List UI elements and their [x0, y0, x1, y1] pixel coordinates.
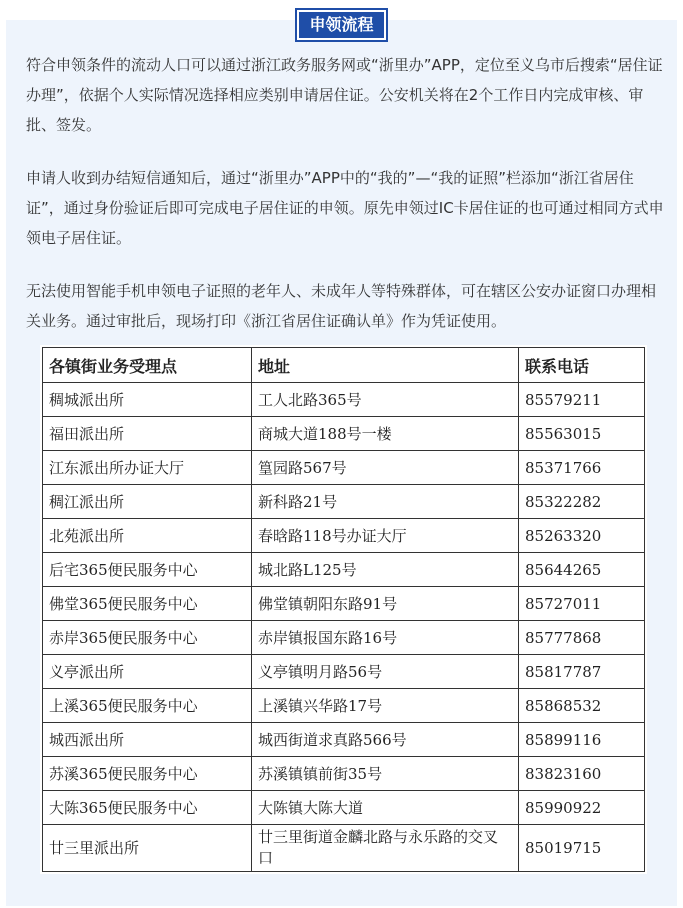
- cell-address: 赤岸镇报国东路16号: [252, 621, 519, 655]
- service-points-table-container: [40, 345, 647, 874]
- header-phone: 联系电话: [519, 348, 645, 383]
- cell-phone: 85579211: [519, 383, 645, 417]
- cell-phone: 85817787: [519, 655, 645, 689]
- cell-service-point: 上溪365便民服务中心: [43, 689, 252, 723]
- table-row: [43, 621, 645, 655]
- table-row: [43, 689, 645, 723]
- cell-phone: 83823160: [519, 757, 645, 791]
- cell-address: 苏溪镇镇前街35号: [252, 757, 519, 791]
- cell-phone: 85563015: [519, 417, 645, 451]
- table-row: [43, 383, 645, 417]
- cell-phone: 85644265: [519, 553, 645, 587]
- cell-service-point: 大陈365便民服务中心: [43, 791, 252, 825]
- header-address: 地址: [252, 348, 519, 383]
- cell-phone: 85263320: [519, 519, 645, 553]
- cell-phone: 85727011: [519, 587, 645, 621]
- table-row: [43, 723, 645, 757]
- cell-phone: 85019715: [519, 825, 645, 872]
- cell-service-point: 后宅365便民服务中心: [43, 553, 252, 587]
- table-row: [43, 825, 645, 872]
- cell-service-point: 苏溪365便民服务中心: [43, 757, 252, 791]
- cell-phone: 85990922: [519, 791, 645, 825]
- table-row: [43, 417, 645, 451]
- section-header: [0, 10, 683, 40]
- service-points-table: [42, 347, 645, 872]
- cell-address: 廿三里街道金麟北路与永乐路的交叉口: [252, 825, 519, 872]
- cell-address: 上溪镇兴华路17号: [252, 689, 519, 723]
- cell-address: 春晗路118号办证大厅: [252, 519, 519, 553]
- header-service-point: 各镇街业务受理点: [43, 348, 252, 383]
- cell-address: 工人北路365号: [252, 383, 519, 417]
- table-row: [43, 519, 645, 553]
- table-row: [43, 655, 645, 689]
- cell-address: 大陈镇大陈大道: [252, 791, 519, 825]
- table-row: [43, 587, 645, 621]
- cell-service-point: 稠城派出所: [43, 383, 252, 417]
- cell-address: 义亭镇明月路56号: [252, 655, 519, 689]
- section-title-badge: 申领流程: [297, 10, 385, 40]
- cell-service-point: 江东派出所办证大厅: [43, 451, 252, 485]
- cell-service-point: 稠江派出所: [43, 485, 252, 519]
- cell-address: 新科路21号: [252, 485, 519, 519]
- cell-service-point: 赤岸365便民服务中心: [43, 621, 252, 655]
- table-row: [43, 485, 645, 519]
- cell-service-point: 福田派出所: [43, 417, 252, 451]
- paragraph-application-method: 符合申领条件的流动人口可以通过浙江政务服务网或“浙里办”APP，定位至义乌市后搜索“居住证办理”，依据个人实际情况选择相应类别申请居住证。公安机关将在2个工作日内完成审核、审批、签发。: [26, 56, 663, 134]
- cell-phone: 85371766: [519, 451, 645, 485]
- cell-address: 城北路L125号: [252, 553, 519, 587]
- cell-address: 篁园路567号: [252, 451, 519, 485]
- table-row: [43, 451, 645, 485]
- table-row: [43, 791, 645, 825]
- cell-phone: 85868532: [519, 689, 645, 723]
- cell-address: 佛堂镇朝阳东路91号: [252, 587, 519, 621]
- cell-service-point: 廿三里派出所: [43, 825, 252, 872]
- table-row: [43, 553, 645, 587]
- cell-phone: 85322282: [519, 485, 645, 519]
- cell-service-point: 义亭派出所: [43, 655, 252, 689]
- cell-service-point: 佛堂365便民服务中心: [43, 587, 252, 621]
- table-header-row: [43, 348, 645, 383]
- cell-phone: 85777868: [519, 621, 645, 655]
- cell-phone: 85899116: [519, 723, 645, 757]
- cell-address: 城西街道求真路566号: [252, 723, 519, 757]
- paragraph-electronic-permit: 申请人收到办结短信通知后，通过“浙里办”APP中的“我的”—“我的证照”栏添加“浙江省居住证”，通过身份验证后即可完成电子居住证的申领。原先申领过IC卡居住证的也可通过相同方式申领电子居住证。: [26, 169, 664, 247]
- cell-address: 商城大道188号一楼: [252, 417, 519, 451]
- paragraph-special-groups: 无法使用智能手机申领电子证照的老年人、未成年人等特殊群体，可在辖区公安办证窗口办理相关业务。通过审批后，现场打印《浙江省居住证确认单》作为凭证使用。: [26, 282, 657, 330]
- cell-service-point: 城西派出所: [43, 723, 252, 757]
- cell-service-point: 北苑派出所: [43, 519, 252, 553]
- table-row: [43, 757, 645, 791]
